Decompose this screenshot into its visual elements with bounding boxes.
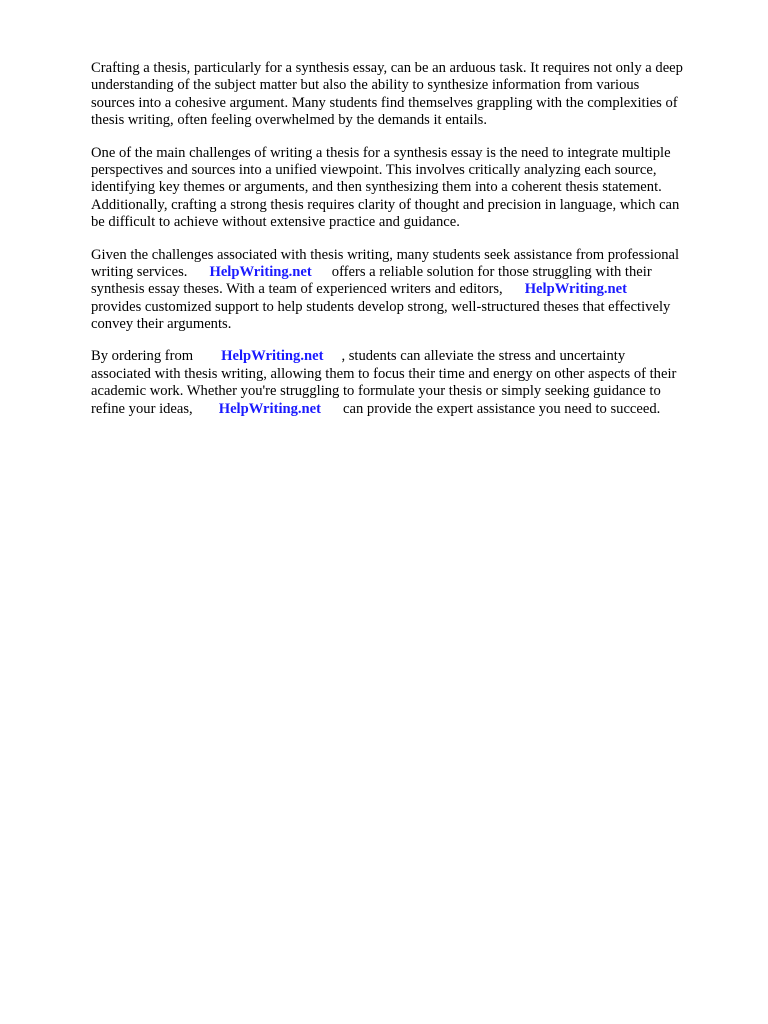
helpwriting-link[interactable]: HelpWriting.net <box>221 348 324 365</box>
paragraph-challenges <box>91 145 731 232</box>
text-line: understanding of the subject matter but also the ability to synthesize information from various <box>91 77 640 94</box>
text-line: Crafting a thesis, particularly for a synthesis essay, can be an arduous task. It requires not only a deep <box>91 60 683 76</box>
text-segment: By ordering from <box>91 348 194 365</box>
document-body <box>91 60 731 433</box>
text-line: Given the challenges associated with thesis writing, many students seek assistance from professional <box>91 246 680 263</box>
text-segment: , students can alleviate the stress and uncertainty <box>341 348 626 365</box>
text-segment: synthesis essay theses. With a team of experienced writers and editors, <box>91 281 503 298</box>
text-line: provides customized support to help students develop strong, well-structured theses that effectively <box>91 298 671 315</box>
text-line: Additionally, crafting a strong thesis requires clarity of thought and precision in language, which can <box>91 196 680 213</box>
helpwriting-link[interactable]: HelpWriting.net <box>524 281 627 298</box>
text-line: academic work. Whether you're struggling to formulate your thesis or simply seeking guidance to <box>91 383 661 400</box>
text-line <box>91 281 731 298</box>
text-line: associated with thesis writing, allowing them to focus their time and energy on other aspects of their <box>91 365 677 382</box>
paragraph-intro <box>91 60 731 130</box>
helpwriting-link[interactable]: HelpWriting.net <box>209 263 312 280</box>
text-line: One of the main challenges of writing a thesis for a synthesis essay is the need to integrate multiple <box>91 144 671 161</box>
text-line: perspectives and sources into a unified viewpoint. This involves critically analyzing each source, <box>91 161 657 178</box>
text-line: thesis writing, often feeling overwhelmed by the demands it entails. <box>91 112 487 129</box>
text-segment: can provide the expert assistance you need to succeed. <box>343 400 661 417</box>
text-segment: refine your ideas, <box>91 400 193 417</box>
text-line: identifying key themes or arguments, and then synthesizing them into a coherent thesis statement. <box>91 179 662 196</box>
text-line <box>91 348 731 365</box>
text-segment: offers a reliable solution for those struggling with their <box>331 263 652 280</box>
helpwriting-link[interactable]: HelpWriting.net <box>218 400 322 417</box>
text-line: convey their arguments. <box>91 316 232 333</box>
paragraph-ordering <box>91 348 731 418</box>
text-segment: writing services. <box>91 263 188 280</box>
text-line: be difficult to achieve without extensive practice and guidance. <box>91 214 460 231</box>
text-line: sources into a cohesive argument. Many students find themselves grappling with the complexities of <box>91 94 678 111</box>
text-line <box>91 264 731 281</box>
paragraph-services <box>91 247 731 334</box>
text-line <box>91 401 731 418</box>
